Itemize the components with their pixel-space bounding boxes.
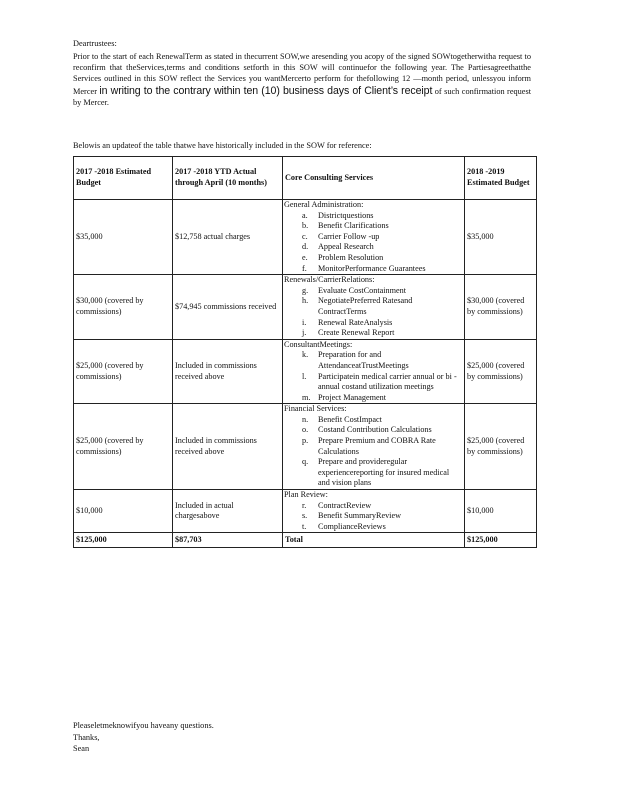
service-item-text: NegotiatePreferred Ratesand ContractTerms — [318, 296, 413, 316]
service-item — [302, 210, 462, 222]
service-item-marker: c. — [302, 231, 308, 241]
service-item — [302, 231, 462, 243]
service-item — [302, 392, 462, 404]
service-item-text: Appeal Research — [318, 242, 374, 252]
service-item-marker: o. — [302, 425, 309, 435]
total-2018-budget: $125,000 — [465, 533, 537, 548]
header-2017-budget: 2017 -2018 Estimated Budget — [74, 157, 173, 200]
service-item-marker: q. — [302, 457, 309, 467]
services-budget-table — [73, 156, 537, 548]
service-item-text: Districtquestions — [318, 210, 374, 220]
service-item-text: ComplianceReviews — [318, 521, 386, 531]
service-item — [302, 414, 462, 426]
service-item — [302, 457, 462, 489]
intro-text-part-1: Prior to the start of each RenewalTerm as stated in thecurrent SOW,we aresending you acopy of the signed SOWtogetherwitha request to reconfirm that theServices,terms and conditions setforth in this SOW will continuefor the following year. The Partiesagreethatthe Services outlined in this SOW reflect the Services you wantMercerto perform for thefollowing 12 —month period, unlessyou inform Mercer — [73, 52, 531, 96]
greeting: Deartrustees: — [73, 39, 117, 48]
service-item-marker: i. — [302, 317, 307, 327]
service-item-text: Create Renewal Report — [318, 328, 395, 338]
intro-paragraph — [73, 51, 531, 108]
service-item-marker: d. — [302, 242, 309, 252]
service-item-text: MonitorPerformance Guarantees — [318, 263, 426, 273]
service-item-marker: n. — [302, 414, 309, 424]
table-body — [74, 200, 537, 533]
service-item-text: Costand Contribution Calculations — [318, 425, 432, 435]
service-item — [302, 328, 462, 339]
row-2018-budget: $30,000 (covered by commissions) — [465, 275, 537, 340]
service-item-marker: f. — [302, 263, 307, 273]
service-item-text: Benefit Clarifications — [318, 221, 389, 231]
total-label: Total — [283, 533, 465, 548]
service-item-marker: t. — [302, 521, 307, 531]
service-item-list — [284, 211, 462, 275]
closing-block — [73, 720, 214, 755]
row-2018-budget: $25,000 (covered by commissions) — [465, 404, 537, 490]
sign-off: Thanks, — [73, 732, 100, 742]
service-item-text: Evaluate CostContainment — [318, 285, 406, 295]
service-item — [302, 350, 462, 371]
service-item-marker: l. — [302, 371, 307, 381]
service-item-marker: b. — [302, 221, 309, 231]
row-2017-budget: $25,000 (covered by commissions) — [74, 339, 173, 404]
intro-text-part-2: in writing to the contrary within ten (10) business days of Client’s receipt — [99, 84, 433, 97]
service-item — [302, 296, 462, 317]
table-row — [74, 404, 537, 490]
service-item — [302, 221, 462, 232]
table-row — [74, 275, 537, 340]
row-ytd-actual: Included in commissions received above — [173, 404, 283, 490]
closing-line: Pleaseletmeknowifyou haveany questions. — [73, 721, 214, 730]
service-item-text: ContractReview — [318, 500, 372, 510]
service-item — [302, 425, 462, 436]
service-item-list — [284, 501, 462, 533]
service-item-marker: m. — [302, 392, 311, 402]
row-2018-budget: $35,000 — [465, 200, 537, 275]
row-ytd-actual: $74,945 commissions received — [173, 275, 283, 340]
service-item — [302, 500, 462, 512]
row-services — [283, 490, 465, 533]
row-services — [283, 200, 465, 275]
service-item-text: Participatein medical carrier annual or bi -annual costand utilization meetings — [318, 371, 457, 392]
service-category-heading: Plan Review: — [284, 490, 328, 500]
service-item-marker: k. — [302, 350, 309, 360]
header-ytd-actual: 2017 -2018 YTD Actual through April (10 months) — [173, 157, 283, 200]
table-row — [74, 200, 537, 275]
service-item-list — [284, 415, 462, 489]
service-item — [302, 436, 462, 457]
row-ytd-actual: Included in actual chargesabove — [173, 490, 283, 533]
service-item-text: Carrier Follow -up — [318, 231, 380, 241]
row-2017-budget: $35,000 — [74, 200, 173, 275]
service-item-list — [284, 286, 462, 339]
service-item — [302, 252, 462, 264]
service-item — [302, 317, 462, 329]
service-category-heading: ConsultantMeetings: — [284, 339, 353, 349]
row-services — [283, 275, 465, 340]
service-item — [302, 511, 462, 522]
service-category-heading: Renewals/CarrierRelations: — [284, 275, 375, 285]
table-intro-line: Belowis an updateof the table thatwe have historically included in the SOW for reference: — [73, 141, 372, 150]
service-item-list — [284, 350, 462, 403]
service-item-text: Benefit SummaryReview — [318, 511, 401, 521]
row-services — [283, 339, 465, 404]
signature-name: Sean — [73, 744, 90, 753]
service-item — [302, 285, 462, 297]
header-core-services: Core Consulting Services — [283, 157, 465, 200]
service-item-marker: j. — [302, 328, 307, 338]
service-item — [302, 242, 462, 253]
service-item-marker: r. — [302, 500, 307, 510]
service-item-text: Renewal RateAnalysis — [318, 317, 393, 327]
row-2018-budget: $10,000 — [465, 490, 537, 533]
table-header-row — [74, 157, 537, 200]
service-item-text: Prepare Premium and COBRA Rate Calculations — [318, 436, 436, 456]
service-item-text: Project Management — [318, 392, 386, 402]
table-row — [74, 339, 537, 404]
service-item-text: Benefit CostImpact — [318, 414, 382, 424]
service-item — [302, 521, 462, 533]
service-item-marker: a. — [302, 210, 308, 220]
row-2018-budget: $25,000 (covered by commissions) — [465, 339, 537, 404]
total-ytd: $87,703 — [173, 533, 283, 548]
service-item-text: Problem Resolution — [318, 252, 384, 262]
row-2017-budget: $25,000 (covered by commissions) — [74, 404, 173, 490]
row-2017-budget: $30,000 (covered by commissions) — [74, 275, 173, 340]
service-item-text: Preparation for and AttendanceatTrustMeetings — [318, 350, 409, 370]
service-item-text: Prepare and provideregular experiencereporting for insured medical and vision plans — [318, 457, 450, 488]
service-item — [302, 371, 462, 393]
service-category-heading: General Administration: — [284, 200, 364, 209]
table-total-row — [74, 533, 537, 548]
service-item-marker: h. — [302, 296, 309, 306]
total-2017-budget: $125,000 — [74, 533, 173, 548]
row-services — [283, 404, 465, 490]
service-item-marker: p. — [302, 436, 309, 446]
service-item-marker: e. — [302, 252, 308, 262]
row-2017-budget: $10,000 — [74, 490, 173, 533]
service-item — [302, 263, 462, 275]
service-category-heading: Financial Services: — [284, 404, 347, 414]
service-item-marker: g. — [302, 285, 309, 295]
intro-text-part-3: of such confirmation request by Mercer. — [73, 86, 532, 107]
row-ytd-actual: Included in commissions received above — [173, 339, 283, 404]
service-item-marker: s. — [302, 511, 308, 521]
row-ytd-actual: $12,758 actual charges — [173, 200, 283, 275]
header-2018-budget: 2018 -2019 Estimated Budget — [465, 157, 537, 200]
table-row — [74, 490, 537, 533]
